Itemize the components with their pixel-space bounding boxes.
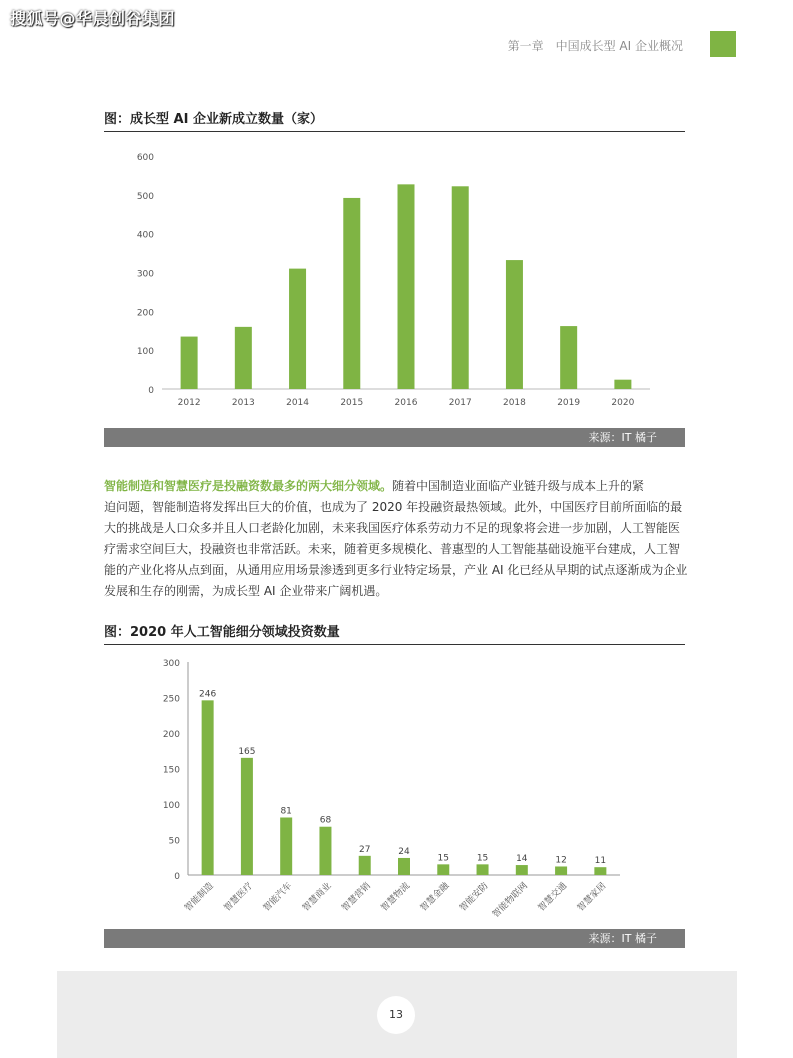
figure2-chart <box>104 650 685 925</box>
y-tick-label: 100 <box>136 347 154 358</box>
bar <box>319 827 331 875</box>
y-tick-label: 100 <box>162 801 180 811</box>
x-tick-label: 智慧医疗 <box>222 881 256 914</box>
figure1-chart <box>104 140 685 420</box>
paragraph-line2: 迫问题，智能制造将发挥出巨大的价值，也成为了 2020 年投融资最热领域。此外，中国医疗目前所面临的最 <box>104 500 683 514</box>
x-tick-label: 智能制造 <box>183 881 216 914</box>
bar <box>516 865 528 875</box>
bar <box>202 700 214 875</box>
data-label: 11 <box>594 856 607 867</box>
bar <box>555 866 567 875</box>
figure2-source: 来源：IT 橘子 <box>588 932 657 945</box>
bar <box>241 758 253 875</box>
x-tick-label: 智慧营销 <box>340 881 373 914</box>
bar <box>506 260 523 389</box>
data-label: 15 <box>476 853 489 864</box>
y-tick-label: 600 <box>136 153 154 163</box>
x-tick-label: 智能汽车 <box>261 881 295 914</box>
bar <box>614 380 631 389</box>
paragraph-line1: 随着中国制造业面临产业链升级与成本上升的紧 <box>392 479 645 493</box>
y-tick-label: 300 <box>162 659 180 669</box>
figure2-title: 图：2020 年人工智能细分领域投资数量 <box>104 621 685 645</box>
x-tick-label: 智慧商业 <box>301 881 334 914</box>
chapter-heading: 第一章 中国成长型 AI 企业概况 <box>507 39 683 53</box>
data-label: 68 <box>319 815 332 826</box>
bar <box>398 858 410 875</box>
y-tick-label: 250 <box>162 694 180 705</box>
figure1-source-bar <box>104 428 685 447</box>
y-tick-label: 200 <box>162 730 180 740</box>
bar <box>343 198 360 389</box>
paragraph-line6: 发展和生存的刚需，为成长型 AI 企业带来广阔机遇。 <box>104 584 388 598</box>
data-label: 27 <box>359 844 371 855</box>
data-label: 15 <box>437 853 449 864</box>
watermark: 搜狐号@华晨创谷集团 <box>10 9 176 28</box>
data-label: 165 <box>238 746 256 757</box>
figure1-source: 来源：IT 橘子 <box>588 431 657 444</box>
x-tick-label: 2013 <box>231 398 255 408</box>
x-tick-label: 2016 <box>394 398 418 408</box>
x-tick-label: 智慧交通 <box>536 881 570 914</box>
bar <box>398 184 415 389</box>
bar <box>280 817 292 875</box>
data-label: 24 <box>398 846 410 857</box>
x-tick-label: 智能物联网 <box>491 881 530 920</box>
bar <box>359 856 371 875</box>
y-tick-label: 300 <box>136 269 154 280</box>
x-tick-label: 2020 <box>611 398 635 408</box>
bar <box>437 864 449 875</box>
bar <box>560 326 577 389</box>
x-tick-label: 2015 <box>340 398 364 408</box>
x-tick-label: 2012 <box>177 398 201 408</box>
y-tick-label: 150 <box>162 765 180 776</box>
y-tick-label: 400 <box>136 230 154 241</box>
x-tick-label: 智慧物流 <box>379 881 413 914</box>
bar <box>477 864 489 875</box>
data-label: 14 <box>516 854 528 865</box>
x-tick-label: 2014 <box>286 398 310 408</box>
y-tick-label: 200 <box>136 308 154 319</box>
y-tick-label: 500 <box>136 191 154 202</box>
x-tick-label: 2018 <box>502 398 526 408</box>
paragraph-line4: 疗需求空间巨大，投融资也非常活跃。未来，随着更多规模化、普惠型的人工智能基础设施平台建成，人工智 <box>104 542 681 556</box>
data-label: 12 <box>555 855 567 866</box>
data-label: 81 <box>280 806 292 817</box>
figure1-title: 图：成长型 AI 企业新成立数量（家） <box>104 108 685 132</box>
y-tick-label: 0 <box>148 386 154 396</box>
paragraph-highlight: 智能制造和智慧医疗是投融资数最多的两大细分领域。 <box>104 479 393 493</box>
bar <box>452 186 469 389</box>
page-number: 13 <box>377 996 415 1034</box>
chapter-accent-block <box>710 31 736 57</box>
bar <box>181 337 198 389</box>
paragraph-line5: 能的产业化将从点到面，从通用应用场景渗透到更多行业特定场景，产业 AI 化已经从早期的试点逐渐成为企业 <box>104 563 688 577</box>
bar <box>594 867 606 875</box>
figure2-source-bar <box>104 929 685 948</box>
x-tick-label: 2017 <box>448 398 472 408</box>
x-tick-label: 智慧金融 <box>418 881 452 914</box>
paragraph-line3: 大的挑战是人口众多并且人口老龄化加剧，未来我国医疗体系劳动力不足的现象将会进一步加剧，人工智能医 <box>104 521 681 535</box>
data-label: 246 <box>199 689 217 700</box>
x-tick-label: 智慧家居 <box>575 881 609 914</box>
x-tick-label: 2019 <box>557 398 581 408</box>
y-tick-label: 0 <box>174 872 180 882</box>
bar <box>235 327 252 389</box>
x-tick-label: 智能安防 <box>458 881 491 914</box>
y-tick-label: 50 <box>168 836 180 847</box>
body-paragraph <box>104 476 688 602</box>
bar <box>289 269 306 389</box>
